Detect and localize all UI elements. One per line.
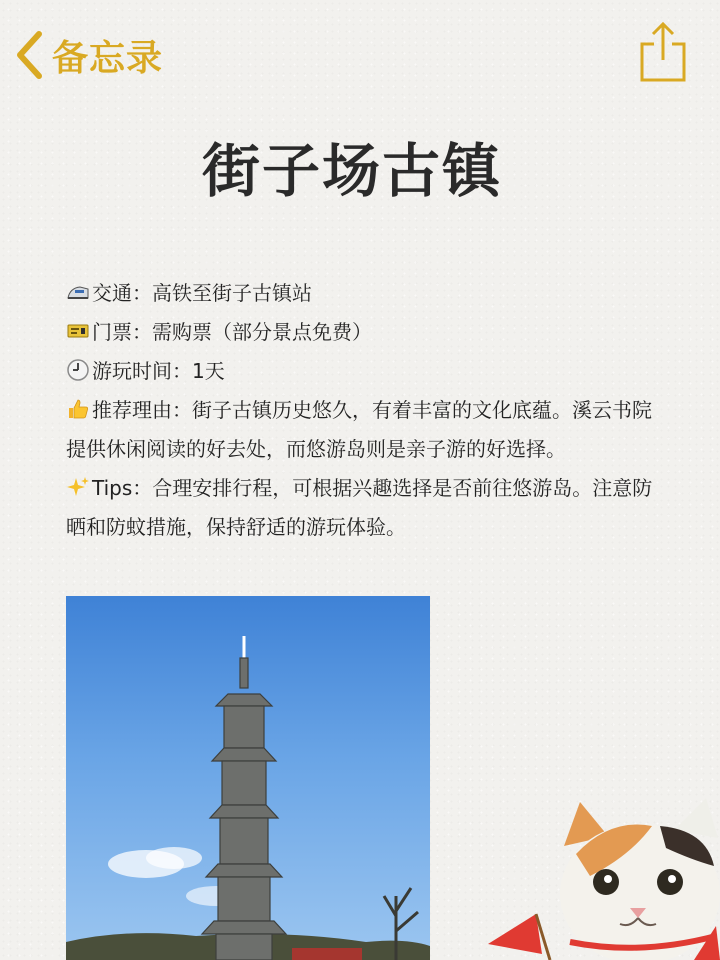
detail-tips (66, 469, 656, 547)
detail-text: 推荐理由：街子古镇历史悠久，有着丰富的文化底蕴。溪云书院提供休闲阅读的好去处，而悠游岛则是亲子游的好选择。 (66, 398, 652, 461)
pagoda-photo (66, 596, 430, 960)
pagoda (202, 636, 286, 960)
chevron-left-icon (14, 30, 44, 80)
detail-duration (66, 352, 656, 391)
ticket-icon (66, 319, 90, 343)
detail-text: 游玩时间：1天 (92, 359, 225, 383)
detail-reason (66, 391, 656, 469)
page-title: 街子场古镇 (201, 137, 502, 205)
thumbs-up-icon (66, 397, 90, 421)
train-icon (66, 280, 90, 304)
sparkles-icon (66, 475, 90, 499)
back-label: 备忘录 (52, 37, 164, 79)
red-flag (488, 914, 542, 954)
cat-sticker (480, 796, 720, 960)
note-body (66, 274, 656, 547)
top-bar (0, 0, 720, 110)
back-button[interactable] (14, 28, 163, 82)
detail-transport (66, 274, 656, 313)
cloud (146, 847, 202, 869)
red-roof (292, 948, 362, 960)
detail-text: Tips：合理安排行程，可根据兴趣选择是否前往悠游岛。注意防晒和防蚊措施，保持舒适的游玩体验。 (66, 476, 653, 539)
detail-text: 门票：需购票（部分景点免费） (92, 320, 372, 344)
detail-ticket (66, 313, 656, 352)
detail-text: 交通：高铁至街子古镇站 (92, 281, 312, 305)
share-icon[interactable] (638, 20, 688, 84)
clock-icon (66, 358, 90, 382)
